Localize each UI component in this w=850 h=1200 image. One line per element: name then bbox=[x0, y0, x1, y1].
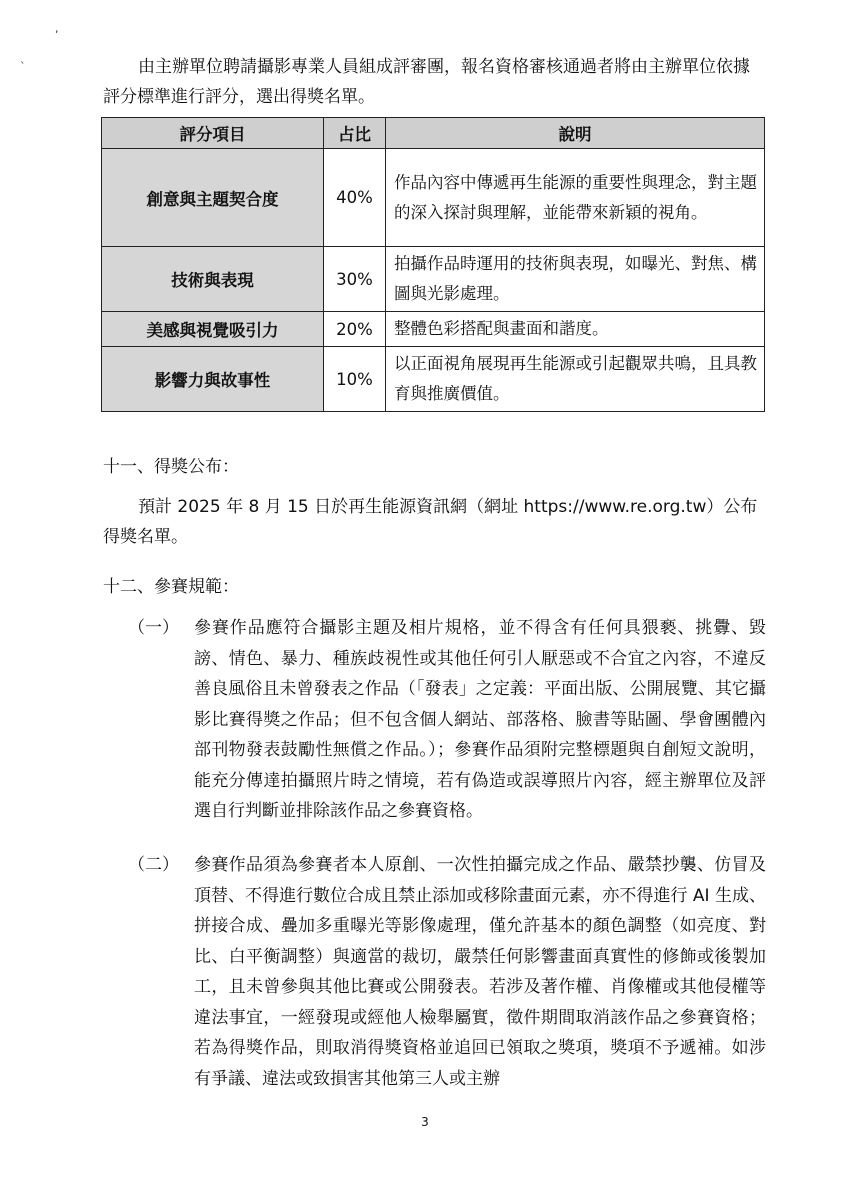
row-desc: 整體色彩搭配與畫面和諧度。 bbox=[386, 312, 765, 347]
row-item: 影響力與故事性 bbox=[102, 347, 324, 412]
row-desc: 作品內容中傳遞再生能源的重要性與理念，對主題的深入探討與理解，並能帶來新穎的視角。 bbox=[386, 149, 765, 247]
page-number: 3 bbox=[421, 1115, 429, 1129]
row-desc: 拍攝作品時運用的技術與表現，如曝光、對焦、構圖與光影處理。 bbox=[386, 247, 765, 312]
row-ratio: 20% bbox=[324, 312, 386, 347]
list-item-text: 參賽作品應符合攝影主題及相片規格，並不得含有任何具猥褻、挑釁、毀謗、情色、暴力、種族歧視性或其他任何引人厭惡或不合宜之內容，不違反善良風俗且未曾發表之作品（「發表」之定義：平面出版、公開展覽、其它攝影比賽得獎之作品；但不包含個人網站、部落格、臉書等貼圖、學會團體內部刊物發表鼓勵性無償之作品。）；參賽作品須附完整標題與自創短文說明，能充分傳達拍攝照片時之情境，若有偽造或誤導照片內容，經主辦單位及評選自行判斷並排除該作品之參賽資格。 bbox=[194, 618, 766, 821]
header-item: 評分項目 bbox=[102, 118, 324, 149]
scan-speck: , bbox=[55, 22, 59, 35]
row-ratio: 10% bbox=[324, 347, 386, 412]
table-row bbox=[102, 312, 765, 347]
section-11-body: 預計 2025 年 8 月 15 日於再生能源資訊網（網址 https://www.re.org.tw）公布得獎名單。 bbox=[103, 497, 758, 547]
row-item: 技術與表現 bbox=[102, 247, 324, 312]
table-row bbox=[102, 347, 765, 412]
intro-paragraph: 由主辦單位聘請攝影專業人員組成評審團，報名資格審核通過者將由主辦單位依據評分標準進行評分，選出得獎名單。 bbox=[103, 57, 750, 107]
row-desc: 以正面視角展現再生能源或引起觀眾共鳴，且具教育與推廣價值。 bbox=[386, 347, 765, 412]
list-item-number: （二） bbox=[128, 855, 179, 875]
row-item: 創意與主題契合度 bbox=[102, 149, 324, 247]
section-11-heading: 十一、得獎公布： bbox=[103, 457, 239, 477]
section-12-heading: 十二、參賽規範： bbox=[103, 577, 239, 597]
scan-speck: ` bbox=[20, 60, 26, 73]
row-item: 美感與視覺吸引力 bbox=[102, 312, 324, 347]
header-ratio: 占比 bbox=[324, 118, 386, 149]
list-item-number: （一） bbox=[128, 618, 179, 638]
row-ratio: 40% bbox=[324, 149, 386, 247]
table-row bbox=[102, 247, 765, 312]
table-row bbox=[102, 149, 765, 247]
row-ratio: 30% bbox=[324, 247, 386, 312]
list-item-text: 參賽作品須為參賽者本人原創、一次性拍攝完成之作品、嚴禁抄襲、仿冒及頂替、不得進行數位合成且禁止添加或移除畫面元素，亦不得進行 AI 生成、拼接合成、疊加多重曝光等影像處理，僅允許基本的顏色調整（如亮度、對比、白平衡調整）與適當的裁切，嚴禁任何影響畫面真實性的修飾或後製加工，且未曾參與其他比賽或公開發表。若涉及著作權、肖像權或其他侵權等違法事宜，一經發現或經他人檢舉屬實，徵件期間取消該作品之參賽資格；若為得獎作品，則取消得獎資格並追回已領取之獎項，獎項不予遞補。如涉有爭議、違法或致損害其他第三人或主辦 bbox=[194, 855, 766, 1089]
table-header-row bbox=[102, 118, 765, 149]
header-desc: 說明 bbox=[386, 118, 765, 149]
scoring-table bbox=[101, 117, 765, 412]
